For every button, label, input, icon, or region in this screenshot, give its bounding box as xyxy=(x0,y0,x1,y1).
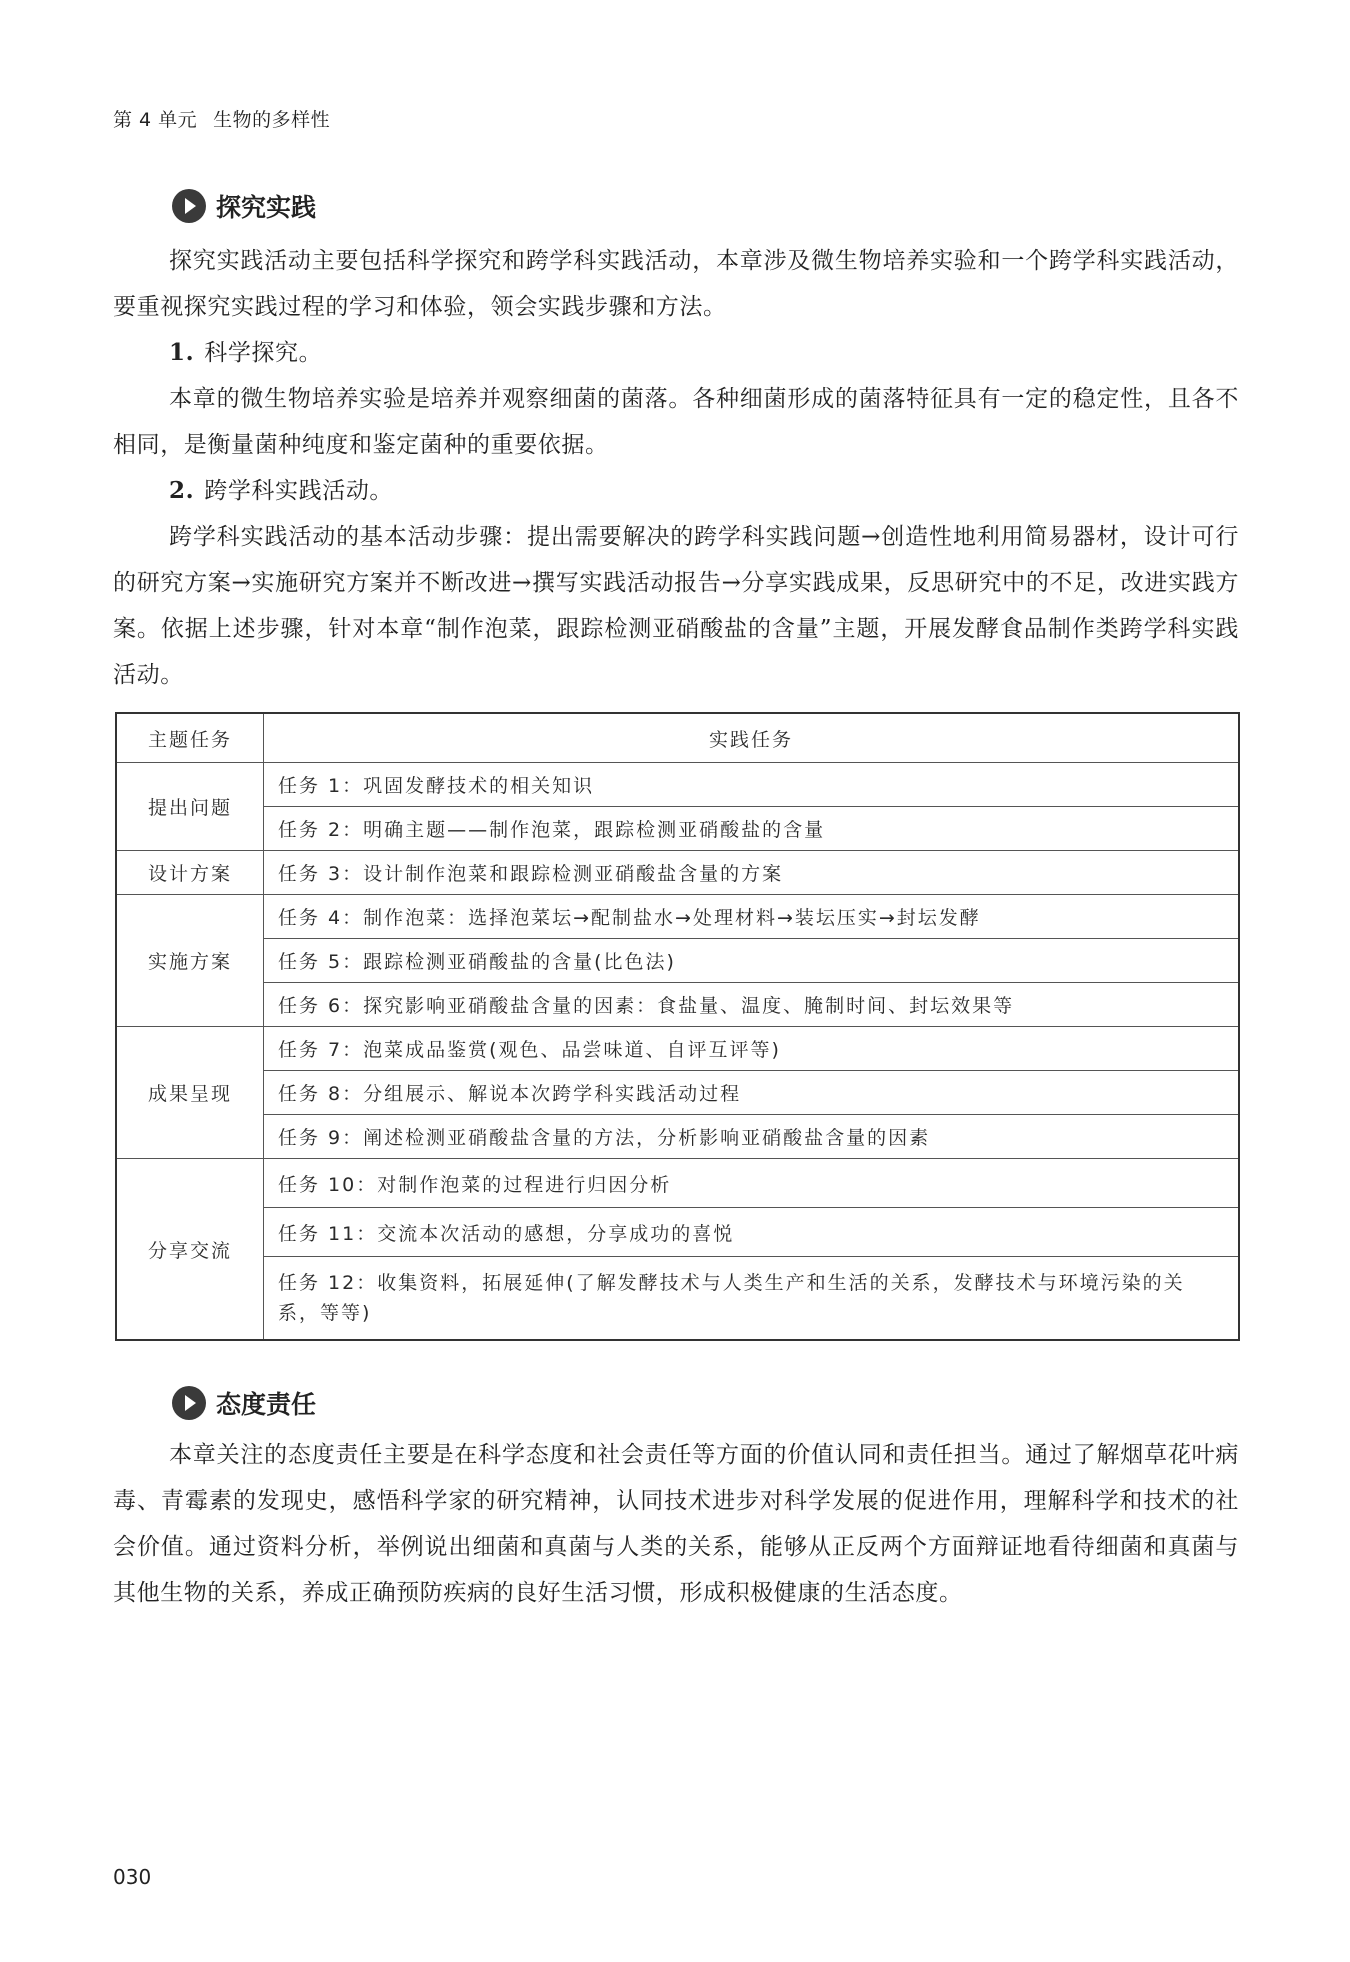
section-heading-attitude xyxy=(172,1385,316,1421)
table-header-row xyxy=(116,713,1239,763)
subheading-number: 1. xyxy=(169,339,195,366)
practice-task-table xyxy=(115,712,1240,1341)
science-inquiry-paragraph: 本章的微生物培养实验是培养并观察细菌的菌落。各种细菌形成的菌落特征具有一定的稳定性，且各不相同，是衡量菌种纯度和鉴定菌种的重要依据。 xyxy=(113,386,1239,458)
subheading-interdisciplinary xyxy=(169,468,393,514)
task-cell: 任务 2：明确主题——制作泡菜，跟踪检测亚硝酸盐的含量 xyxy=(264,807,1240,851)
table-row xyxy=(116,895,1239,939)
section-title: 探究实践 xyxy=(216,193,317,222)
theme-cell: 分享交流 xyxy=(116,1159,264,1341)
theme-cell: 提出问题 xyxy=(116,763,264,851)
task-cell: 任务 9：阐述检测亚硝酸盐含量的方法，分析影响亚硝酸盐含量的因素 xyxy=(264,1115,1240,1159)
section-heading-inquiry xyxy=(172,188,316,224)
unit-title: 生物的多样性 xyxy=(213,109,331,131)
running-head xyxy=(113,105,346,132)
table-row xyxy=(116,1257,1239,1341)
header-task: 实践任务 xyxy=(264,713,1240,763)
intro-paragraph: 探究实践活动主要包括科学探究和跨学科实践活动，本章涉及微生物培养实验和一个跨学科实践活动，要重视探究实践过程的学习和体验，领会实践步骤和方法。 xyxy=(113,248,1239,320)
table-row xyxy=(116,1115,1239,1159)
subheading-number: 2. xyxy=(169,477,195,504)
theme-cell: 实施方案 xyxy=(116,895,264,1027)
task-cell: 任务 3：设计制作泡菜和跟踪检测亚硝酸盐含量的方案 xyxy=(264,851,1240,895)
table-row xyxy=(116,807,1239,851)
table-row xyxy=(116,983,1239,1027)
task-cell: 任务 4：制作泡菜：选择泡菜坛→配制盐水→处理材料→装坛压实→封坛发酵 xyxy=(264,895,1240,939)
table-row xyxy=(116,1071,1239,1115)
task-cell: 任务 7：泡菜成品鉴赏(观色、品尝味道、自评互评等) xyxy=(264,1027,1240,1071)
table-row xyxy=(116,939,1239,983)
table-row xyxy=(116,1208,1239,1257)
table-row xyxy=(116,763,1239,807)
subheading-science-inquiry xyxy=(169,330,322,376)
subheading-label: 跨学科实践活动。 xyxy=(204,478,394,504)
play-arrow-icon xyxy=(172,189,206,223)
section-title: 态度责任 xyxy=(216,1390,317,1419)
attitude-paragraph: 本章关注的态度责任主要是在科学态度和社会责任等方面的价值认同和责任担当。通过了解烟草花叶病毒、青霉素的发现史，感悟科学家的研究精神，认同技术进步对科学发展的促进作用，理解科学和技术的社会价值。通过资料分析，举例说出细菌和真菌与人类的关系，能够从正反两个方面辩证地看待细菌和真菌与其他生物的关系，养成正确预防疾病的良好生活习惯，形成积极健康的生活态度。 xyxy=(113,1442,1239,1606)
table-row xyxy=(116,851,1239,895)
theme-cell: 设计方案 xyxy=(116,851,264,895)
play-arrow-icon xyxy=(172,1386,206,1420)
task-cell: 任务 8：分组展示、解说本次跨学科实践活动过程 xyxy=(264,1071,1240,1115)
task-cell: 任务 10：对制作泡菜的过程进行归因分析 xyxy=(264,1159,1240,1208)
task-cell: 任务 6：探究影响亚硝酸盐含量的因素：食盐量、温度、腌制时间、封坛效果等 xyxy=(264,983,1240,1027)
task-cell: 任务 1：巩固发酵技术的相关知识 xyxy=(264,763,1240,807)
header-theme: 主题任务 xyxy=(116,713,264,763)
task-cell: 任务 11：交流本次活动的感想，分享成功的喜悦 xyxy=(264,1208,1240,1257)
interdisciplinary-paragraph: 跨学科实践活动的基本活动步骤：提出需要解决的跨学科实践问题→创造性地利用简易器材，设计可行的研究方案→实施研究方案并不断改进→撰写实践活动报告→分享实践成果，反思研究中的不足，改进实践方案。依据上述步骤，针对本章“制作泡菜，跟踪检测亚硝酸盐的含量”主题，开展发酵食品制作类跨学科实践活动。 xyxy=(113,524,1239,688)
unit-label: 第 4 单元 xyxy=(113,109,198,131)
theme-cell: 成果呈现 xyxy=(116,1027,264,1159)
task-cell: 任务 12：收集资料，拓展延伸(了解发酵技术与人类生产和生活的关系，发酵技术与环境污染的关系，等等) xyxy=(264,1257,1240,1341)
table-row xyxy=(116,1159,1239,1208)
table-row xyxy=(116,1027,1239,1071)
page-number: 030 xyxy=(113,1865,152,1889)
task-cell: 任务 5：跟踪检测亚硝酸盐的含量(比色法) xyxy=(264,939,1240,983)
subheading-label: 科学探究。 xyxy=(204,340,323,366)
